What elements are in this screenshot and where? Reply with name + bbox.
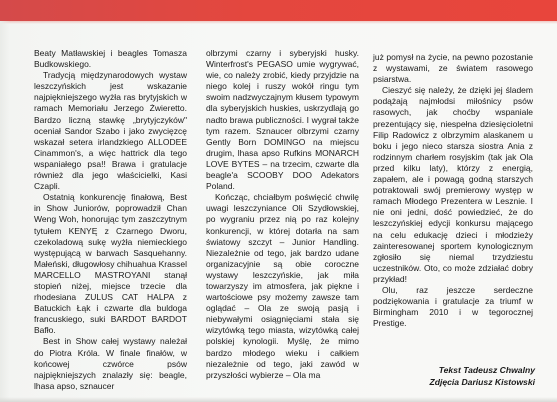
author-credit: Tekst Tadeusz Chwalny <box>438 365 535 375</box>
text-column-3 <box>373 52 533 329</box>
text-column-2 <box>206 48 359 381</box>
header-bar-shadow <box>0 21 557 24</box>
text-column-1 <box>34 48 187 392</box>
page-edge-bottom <box>0 397 557 402</box>
paragraph: Tradycją międzynarodowych wystaw leszczyńskich jest wskazanie najpiękniejszego wyżła ras brytyjskich w ramach Memoriału Jerzego Żwieretto. Bardzo liczną stawkę „brytyjczyków" oceniał Sandor Szabo i jako zwycięzcę wskazał setera irlandzkiego ALLODEE Cinammon's, a więc hattrick dla tego wspaniałego psa!! Brawa i gratulacje również dla jego właścicielki, Kasi Czapli. <box>34 70 187 192</box>
header-color-bar <box>0 0 557 21</box>
paragraph: Ostatnią konkurencję finałową, Best in Show Juniorów, poprowadził Chan Weng Woh, honorując tym zaszczytnym tytułem KENYĘ z Czarnego Dworu, czekoladową sukę wyżła niemieckiego występującą w barwach Sasquehanny. Małeński, długowłosy chihuahua Krassel MARCELLO MASTROYANI stanął stopień niżej, miejsce trzecie dla rhodesiana ZULUS CAT HALPA z Batuckich Łąk i czwarte dla buldoga francuskiego, suki BARDOT BARDOT Bafło. <box>34 192 187 336</box>
paragraph: Kończąc, chciałbym poświęcić chwilę uwagi leszczyniance Oli Szydłowskiej, po wygraniu przez nią po raz kolejny konkurencji, w której dotarła na sam światowy szczyt – Junior Handling. Niezależnie od tego, jak bardzo udane organizacyjnie są obie coroczne wystawy leszczyńskie, jak miła towarzyszy im atmosfera, jak piękne i wartościowe psy możemy zawsze tam oglądać – Ola ze swoją pasją i niebywałymi osiągnięciami stała się wizytówką tego miasta, wizytówką całej polskiej kynologii. Myślę, że mimo bardzo młodego wieku i całkiem niezależnie od tego, jaki zawód w przyszłości wybierze – Ola ma <box>206 192 359 380</box>
article-credits <box>429 364 535 388</box>
paragraph: Beaty Matławskiej i beagles Tomasza Budkowskiego. <box>34 48 187 70</box>
paragraph: Best in Show całej wystawy należał do Piotra Króla. W finale finałów, w końcowej czwórce psów najpiękniejszych znalazły się: beagle, lhasa apso, sznaucer <box>34 336 187 391</box>
paragraph: Olu, raz jeszcze serdeczne podziękowania i gratulacje za triumf w Birmingham 2010 i w tegorocznej Prestige. <box>373 284 533 329</box>
paragraph: Cieszyć się należy, że dzięki jej śladem podążają najmłodsi miłośnicy psów rasowych, jak choćby wspaniale prezentujący się, niespełna dziesięcioletni Filip Radowicz z olbrzymim alaskanem u boku i jego nieco starsza siostra Ania z rodzinnym charłem rosyjskim (tak jak Ola przed kilku laty), którzy z energią, zapałem, ale i powagą godną starszych potraktowali swój premierowy występ w ramach Młodego Prezentera w Lesznie. I nie oni jedni, dość powiedzieć, że do leszczyńskiej edycji konkursu mającego na celu edukację dzieci i młodzieży zainteresowanej sportem kynologicznym zgłosiło się niemal trzydziestu uczestników. Oto, co może zdziałać dobry przykład! <box>373 85 533 284</box>
paragraph: olbrzymi czarny i syberyjski husky. Winterfrost's PEGASO umie wygrywać, wie, co należy zrobić, kiedy przyjdzie na niego kolej i ruszy wokół ringu tym swoim nadzwyczajnym kłusem typowym dla syberyjskich huskies, uskrzydlają go nadto brawa publiczności. I wygrał także tym razem. Sznaucer olbrzymi czarny Gently Born DOMINGO na miejscu drugim, lhasa apso Rufkins MONARCH LOVE BYTES – na trzecim, czwarte dla beagle'a SCOOBY DOO Adekators Poland. <box>206 48 359 192</box>
photo-credit: Zdjęcia Dariusz Kistowski <box>429 377 535 387</box>
page-edge-left <box>0 21 10 402</box>
paragraph: już pomysł na życie, na pewno pozostanie z wystawami, ze światem rasowego psiarstwa. <box>373 52 533 85</box>
